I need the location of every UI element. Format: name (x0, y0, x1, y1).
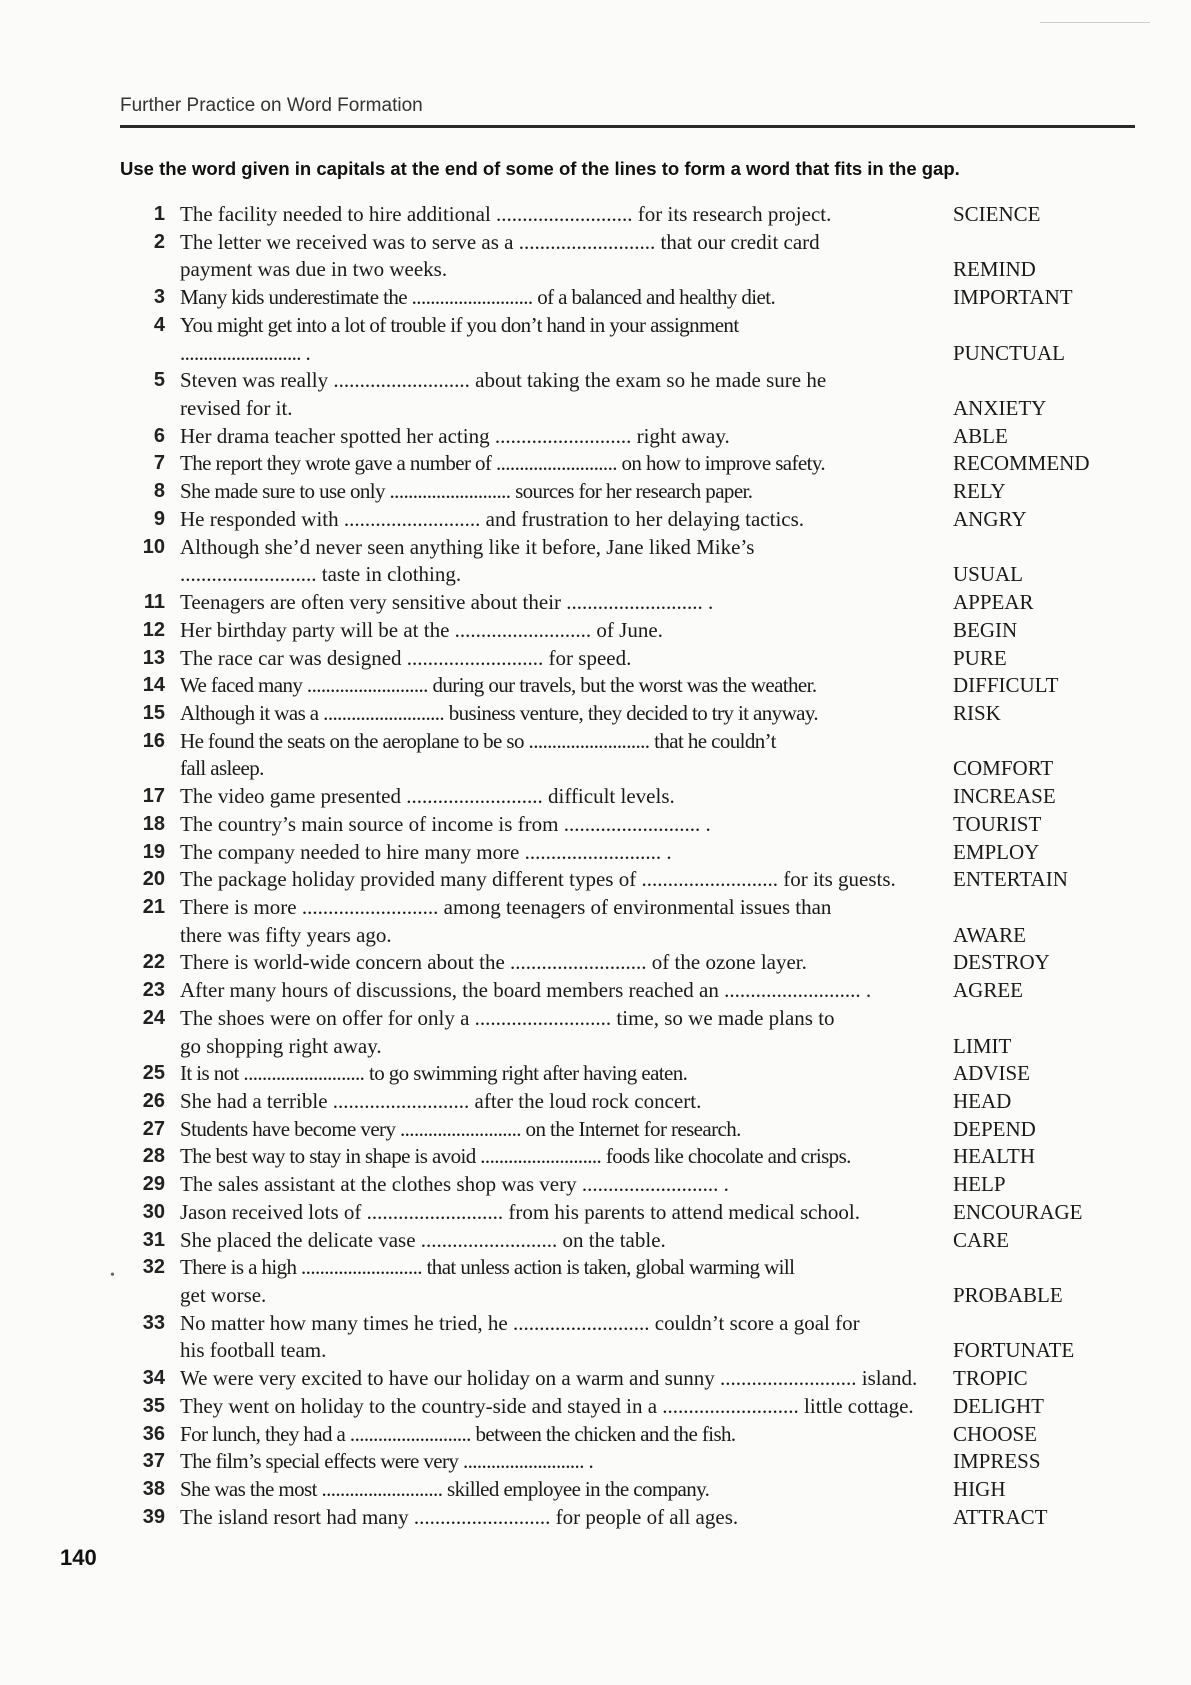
item-text: Many kids underestimate the .......................... of a balanced and healthy diet. (180, 285, 776, 310)
key-word: HEALTH (953, 1144, 1036, 1169)
item-text: For lunch, they had a .......................... between the chicken and the fish. (180, 1421, 736, 1446)
key-word: USUAL (953, 562, 1024, 587)
item-number: 31 (142, 1228, 165, 1251)
key-word: SCIENCE (953, 202, 1041, 226)
item-text: The race car was designed .......................... for speed. (180, 645, 632, 670)
exercise-line (120, 839, 1150, 867)
exercise-line (120, 1393, 1150, 1421)
item-text: revised for it. (180, 396, 293, 421)
item-text: Jason received lots of .......................... from his parents to attend medical school. (180, 1199, 861, 1224)
exercise-line (120, 1337, 1150, 1365)
key-word: DESTROY (953, 950, 1050, 975)
key-word: RELY (953, 479, 1006, 504)
item-number: 24 (142, 1006, 165, 1029)
header-divider (120, 125, 1135, 128)
exercise-line (120, 284, 1150, 312)
exercise-line (120, 1171, 1150, 1199)
item-text: She placed the delicate vase .......................... on the table. (180, 1227, 666, 1252)
item-text: .......................... . (180, 340, 311, 365)
item-number: 18 (142, 812, 165, 835)
item-text: They went on holiday to the country-side and stayed in a .......................... little cottage. (180, 1393, 914, 1418)
item-text: After many hours of discussions, the board members reached an .......................... . (180, 978, 872, 1003)
item-text: The company needed to hire many more .......................... . (180, 839, 672, 864)
key-word: HEAD (953, 1089, 1012, 1113)
exercise-line (120, 700, 1150, 728)
item-text: The film’s special effects were very .......................... . (180, 1449, 594, 1474)
key-word: FORTUNATE (953, 1338, 1075, 1363)
item-number: 25 (142, 1062, 165, 1085)
key-word: ENTERTAIN (953, 867, 1068, 892)
key-word: BEGIN (953, 617, 1018, 642)
exercise-line (120, 866, 1150, 894)
exercise-line (120, 1448, 1150, 1476)
item-text: his football team. (180, 1338, 327, 1363)
exercise-instruction: Use the word given in capitals at the end of some of the lines to form a word that fits in the gap. (120, 158, 960, 179)
key-word: AGREE (953, 978, 1023, 1003)
exercise-line (120, 949, 1150, 977)
exercise-line (120, 1143, 1150, 1171)
key-word: CARE (953, 1227, 1010, 1252)
item-text: No matter how many times he tried, he .......................... couldn’t score a goal for (180, 1310, 860, 1335)
running-head: Further Practice on Word Formation (120, 95, 423, 116)
item-text: The island resort had many .......................... for people of all ages. (180, 1504, 739, 1529)
exercise-line (120, 1060, 1150, 1088)
item-text: The package holiday provided many different types of .......................... for its guests. (180, 867, 896, 892)
exercise-line (120, 1005, 1150, 1033)
exercise-line (120, 589, 1150, 617)
item-text: Although she’d never seen anything like it before, Jane liked Mike’s (180, 534, 755, 559)
item-number: 33 (142, 1311, 165, 1334)
key-word: DIFFICULT (953, 673, 1059, 698)
exercise-line (120, 811, 1150, 839)
item-text: payment was due in two weeks. (180, 257, 448, 282)
exercise-line (120, 1476, 1150, 1504)
item-number: 4 (153, 313, 165, 336)
item-number: 3 (153, 286, 165, 309)
exercise-line (120, 312, 1150, 340)
item-number: 5 (153, 369, 165, 392)
item-number: 16 (142, 729, 165, 752)
key-word: IMPRESS (953, 1449, 1041, 1474)
key-word: HIGH (953, 1477, 1006, 1502)
item-text: Her drama teacher spotted her acting .......................... right away. (180, 423, 730, 448)
key-word: HELP (953, 1172, 1006, 1197)
key-word: ABLE (953, 423, 1008, 448)
item-text: The video game presented .......................... difficult levels. (180, 784, 675, 809)
item-text: The facility needed to hire additional .......................... for its research project. (180, 202, 832, 226)
item-number: 2 (153, 230, 165, 253)
item-number: 22 (142, 951, 165, 974)
exercise-line (120, 229, 1150, 257)
item-number: 12 (142, 618, 165, 641)
key-word: ANXIETY (953, 396, 1047, 421)
item-number: 11 (143, 591, 165, 614)
key-word: TROPIC (953, 1366, 1028, 1391)
item-text: Her birthday party will be at the .......................... of June. (180, 617, 663, 642)
key-word: ADVISE (953, 1061, 1030, 1086)
exercise-line (120, 977, 1150, 1005)
item-text: Although it was a .......................... business venture, they decided to try it anyway. (180, 700, 819, 725)
exercise-line (120, 1421, 1150, 1449)
key-word: INCREASE (953, 784, 1056, 809)
key-word: PURE (953, 645, 1007, 670)
page-number: 140 (60, 1545, 97, 1570)
exercise-line (120, 617, 1150, 645)
item-number: 36 (142, 1422, 165, 1445)
exercise-line (120, 755, 1150, 783)
item-number: 39 (142, 1505, 165, 1528)
item-text: There is world-wide concern about the .......................... of the ozone layer. (180, 950, 807, 975)
item-text: The country’s main source of income is from .......................... . (180, 811, 711, 836)
key-word: RISK (953, 700, 1001, 725)
key-word: PROBABLE (953, 1283, 1063, 1308)
item-text: You might get into a lot of trouble if you don’t hand in your assignment (180, 312, 739, 337)
item-number: 27 (142, 1117, 165, 1140)
item-text: Students have become very .......................... on the Internet for research. (180, 1116, 741, 1141)
item-text: get worse. (180, 1283, 267, 1308)
key-word: DEPEND (953, 1116, 1036, 1141)
item-number: 28 (142, 1145, 165, 1168)
item-number: 35 (142, 1394, 165, 1417)
exercise-line (120, 894, 1150, 922)
item-text: .......................... taste in clothing. (180, 562, 462, 587)
item-number: 20 (142, 868, 165, 891)
key-word: ANGRY (953, 506, 1027, 531)
exercise-line (120, 1227, 1150, 1255)
exercise-line (120, 728, 1150, 756)
item-number: 9 (153, 507, 165, 530)
exercise-line (120, 1504, 1150, 1532)
exercise-line (120, 534, 1150, 562)
item-number: 29 (142, 1173, 165, 1196)
exercise-line (120, 367, 1150, 395)
key-word: COMFORT (953, 756, 1054, 781)
item-text: go shopping right away. (180, 1033, 382, 1058)
top-rule (1040, 22, 1150, 23)
item-text: He found the seats on the aeroplane to be so .......................... that he couldn’t (180, 728, 776, 753)
exercise-list (120, 201, 1150, 1532)
item-number: 34 (142, 1367, 165, 1390)
item-number: 38 (142, 1478, 165, 1501)
exercise-line (120, 1088, 1150, 1116)
key-word: LIMIT (953, 1033, 1012, 1058)
item-text: It is not .......................... to go swimming right after having eaten. (180, 1061, 688, 1086)
item-number: 6 (153, 424, 165, 447)
item-text: We faced many .......................... during our travels, but the worst was the weather. (180, 673, 817, 698)
item-text: She made sure to use only .......................... sources for her research paper. (180, 479, 753, 504)
item-number: 23 (142, 979, 165, 1002)
stray-mark: • (110, 1268, 115, 1283)
key-word: RECOMMEND (953, 451, 1090, 476)
item-text: We were very excited to have our holiday on a warm and sunny .......................... island. (180, 1366, 918, 1391)
item-text: There is more .......................... among teenagers of environmental issues than (180, 894, 832, 919)
item-number: 17 (142, 785, 165, 808)
key-word: CHOOSE (953, 1421, 1038, 1446)
item-number: 13 (142, 646, 165, 669)
item-number: 1 (153, 203, 165, 225)
key-word: AWARE (953, 922, 1026, 947)
exercise-line (120, 423, 1150, 451)
exercise-line (120, 922, 1150, 950)
item-number: 19 (142, 840, 165, 863)
exercise-line (120, 256, 1150, 284)
item-number: 8 (153, 480, 165, 503)
exercise-line (120, 201, 1150, 229)
exercise-line (120, 450, 1150, 478)
item-number: 10 (142, 535, 165, 558)
exercise-line (120, 672, 1150, 700)
exercise-line (120, 1254, 1150, 1282)
key-word: EMPLOY (953, 839, 1040, 864)
item-number: 26 (142, 1090, 165, 1112)
item-text: The sales assistant at the clothes shop was very .......................... . (180, 1172, 729, 1197)
item-text: there was fifty years ago. (180, 922, 392, 947)
item-number: 30 (142, 1200, 165, 1223)
key-word: APPEAR (953, 590, 1034, 615)
exercise-line (120, 506, 1150, 534)
exercise-line (120, 1033, 1150, 1061)
exercise-line (120, 1365, 1150, 1393)
item-number: 14 (142, 674, 165, 697)
item-text: He responded with .......................... and frustration to her delaying tactics. (180, 506, 805, 531)
exercise-line (120, 1199, 1150, 1227)
key-word: ATTRACT (953, 1504, 1048, 1529)
item-text: The shoes were on offer for only a .......................... time, so we made plans to (180, 1005, 835, 1030)
exercise-line (120, 1116, 1150, 1144)
item-number: 21 (142, 895, 165, 918)
item-number: 37 (142, 1450, 165, 1473)
item-text: The best way to stay in shape is avoid .......................... foods like chocolate and crisps. (180, 1144, 851, 1169)
exercise-line (120, 1310, 1150, 1338)
key-word: TOURIST (953, 811, 1042, 836)
key-word: ENCOURAGE (953, 1199, 1083, 1224)
exercise-line (120, 561, 1150, 589)
key-word: REMIND (953, 257, 1036, 282)
exercise-line (120, 478, 1150, 506)
exercise-line (120, 1282, 1150, 1310)
item-number: 32 (142, 1256, 165, 1279)
item-text: There is a high .......................... that unless action is taken, global warming will (180, 1255, 795, 1280)
exercise-line (120, 395, 1150, 423)
item-text: fall asleep. (180, 756, 264, 781)
item-text: The letter we received was to serve as a .......................... that our credit card (180, 229, 820, 254)
item-text: She was the most .......................... skilled employee in the company. (180, 1477, 710, 1502)
key-word: IMPORTANT (953, 285, 1073, 310)
exercise-line (120, 340, 1150, 368)
item-text: She had a terrible .......................... after the loud rock concert. (180, 1089, 702, 1113)
item-number: 15 (142, 701, 165, 724)
item-text: The report they wrote gave a number of .......................... on how to improve safety. (180, 451, 826, 476)
item-text: Teenagers are often very sensitive about their .......................... . (180, 590, 714, 615)
exercise-line (120, 783, 1150, 811)
key-word: PUNCTUAL (953, 340, 1066, 365)
item-number: 7 (153, 452, 165, 475)
exercise-line (120, 645, 1150, 673)
key-word: DELIGHT (953, 1393, 1044, 1418)
item-text: Steven was really .......................... about taking the exam so he made sure he (180, 368, 827, 393)
